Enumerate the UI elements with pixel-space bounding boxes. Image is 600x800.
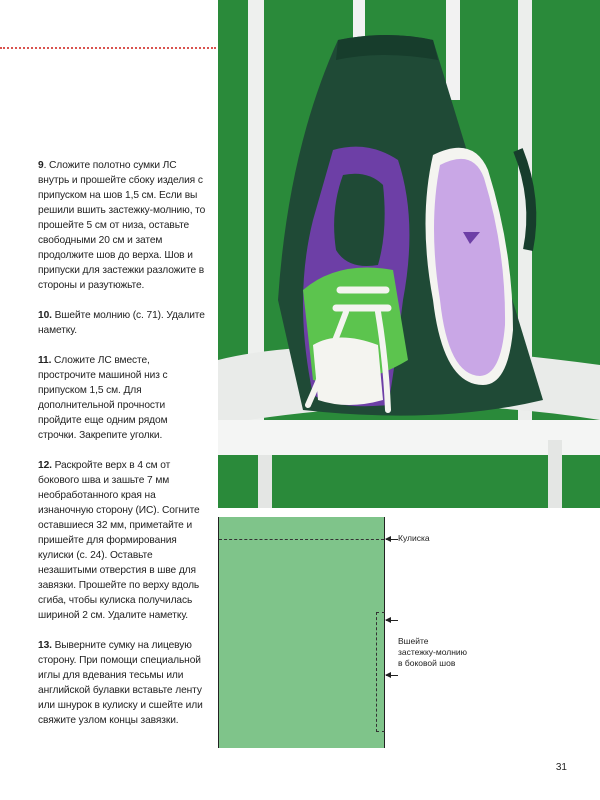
step-12: 12. Раскройте верх в 4 см от бокового шва и зашьте 7 мм необработанного края на изнаночную сторону (ИС). Согните оставшиеся 32 мм, приметайте и пришейте для формирования кулиски (с. 24). Оставьте незашитыми отверстия в шве для завязки. Прошейте по верху вдоль сгиба, чтобы кулиска получилась шириной 2 см. Удалите наметку. xyxy=(38,460,200,621)
sewing-diagram xyxy=(218,517,385,748)
step-10: 10. Вшейте молнию (с. 71). Удалите наметку. xyxy=(38,310,205,336)
bag-photo xyxy=(218,0,600,508)
drawstring-stitch-line xyxy=(219,539,384,540)
instruction-steps xyxy=(38,158,208,743)
step-11: 11. Сложите ЛС вместе, прострочите машиной низ с припуском 1,5 см. Для дополнительной прочности пройдите еще одним рядом строчки. Закрепите уголки. xyxy=(38,355,168,441)
drawstring-label: Кулиска xyxy=(398,533,430,543)
zip-top-arrow xyxy=(386,620,398,621)
step-13: 13. Выверните сумку на лицевую сторону. При помощи специальной иглы для вдевания тесьмы или английской булавки вставьте ленту или шнурок в кулиску и сшейте или свяжите узлом концы завязки. xyxy=(38,640,203,726)
zip-label-line-3: в боковой шов xyxy=(398,658,456,668)
zip-seam-marker xyxy=(376,612,385,732)
zip-bottom-arrow xyxy=(386,675,398,676)
zip-label xyxy=(398,636,467,669)
zip-label-line-1: Вшейте xyxy=(398,636,429,646)
dotted-divider xyxy=(0,47,216,49)
page-number: 31 xyxy=(555,762,567,773)
drawstring-arrow xyxy=(386,539,398,540)
zip-label-line-2: застежку-молнию xyxy=(398,647,468,657)
step-9: 9. Сложите полотно сумки ЛС внутрь и прошейте сбоку изделия с припуском на шов 1,5 см. Если вы решили вшить застежку-молнию, то прошейте 5 см от низа, оставьте свободными 20 см и затем продолжите шов до верха. Шов и припуски для застежки разложите в стороны и разутюжьте. xyxy=(38,160,206,291)
